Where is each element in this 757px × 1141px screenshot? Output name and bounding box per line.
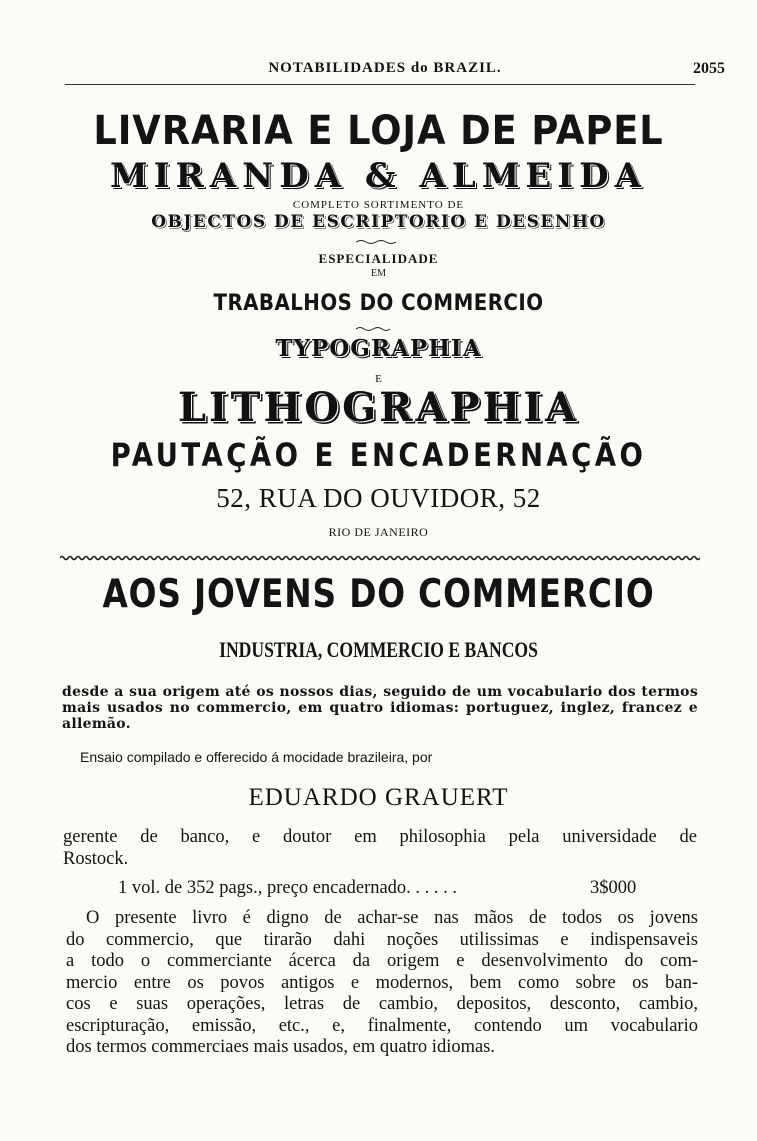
book-paragraph: [66, 908, 698, 1059]
ad1-line-commerce: TRABALHOS DO COMMERCIO: [213, 291, 544, 316]
paragraph-line: mercio entre os povos antigos e modernos, bem como sobre os ban-: [66, 972, 698, 993]
paragraph-line: a todo o commerciante ácerca da origem e desenvolvimento do com-: [66, 951, 698, 971]
shop-city: RIO DE JANEIRO: [328, 525, 429, 539]
divider-flourish: [356, 326, 390, 332]
ad1-line-lithography: LITHOGRAPHIA: [177, 384, 580, 431]
credentials-line: gerente de banco, e doutor em philosophia pela universidade de: [63, 827, 697, 847]
ad1-line-objects: OBJECTOS DE ESCRIPTORIO E DESENHO: [151, 212, 606, 232]
wavy-separator: [60, 554, 700, 562]
paragraph-line: cos e suas operações, letras de cambio, depositos, desconto, cambio,: [66, 994, 698, 1014]
book-subtitle: INDUSTRIA, COMMERCIO E BANCOS: [219, 637, 538, 662]
divider-flourish: [356, 239, 396, 245]
ad1-line-e: E: [375, 373, 382, 385]
author-credentials: [63, 827, 697, 870]
paragraph-line: do commercio, que tirarão dahi noções utilissimas e indispensaveis: [66, 929, 698, 950]
price-line: [118, 878, 638, 900]
running-head: [65, 60, 725, 82]
paragraph-line: escripturação, emissão, etc., e, finalmente, contendo um vocabulario: [66, 1015, 698, 1036]
header-rule: [65, 84, 695, 85]
book-title: AOS JOVENS DO COMMERCIO: [102, 572, 655, 617]
price-value: 3$000: [590, 878, 637, 898]
essay-line: Ensaio compilado e offerecido á mocidade brazileira, por: [80, 749, 433, 765]
book-description: desde a sua origem até os nossos dias, seguido de um vocabulario dos termos mais usados no commercio, em quatro idiomas: portuguez, inglez, francez e allemão.: [62, 684, 698, 732]
ad1-line-typography: TYPOGRAPHIA: [275, 335, 482, 362]
paragraph-line: dos termos commerciaes mais usados, em quatro idiomas.: [66, 1037, 496, 1057]
ad1-line-specialty: ESPECIALIDADE: [318, 251, 439, 266]
price-description: 1 vol. de 352 pags., preço encadernado. . . . . .: [118, 878, 458, 898]
ad1-line-binding: PAUTAÇÃO E ENCADERNAÇÃO: [110, 436, 647, 474]
page-number: 2055: [693, 60, 725, 77]
running-title: NOTABILIDADES do BRAZIL.: [268, 60, 502, 76]
author-name: EDUARDO GRAUERT: [248, 784, 509, 811]
ad1-line-assortment: COMPLETO SORTIMENTO DE: [292, 199, 465, 211]
paragraph-line: O presente livro é digno de achar-se nas mãos de todos os jovens: [86, 908, 698, 928]
ad1-line-em: EM: [371, 268, 386, 279]
shop-heading: LIVRARIA E LOJA DE PAPEL: [93, 108, 664, 154]
shop-address: 52, RUA DO OUVIDOR, 52: [216, 483, 541, 513]
credentials-line: Rostock.: [63, 848, 129, 869]
firm-name: MIRANDA & ALMEIDA: [109, 156, 648, 196]
